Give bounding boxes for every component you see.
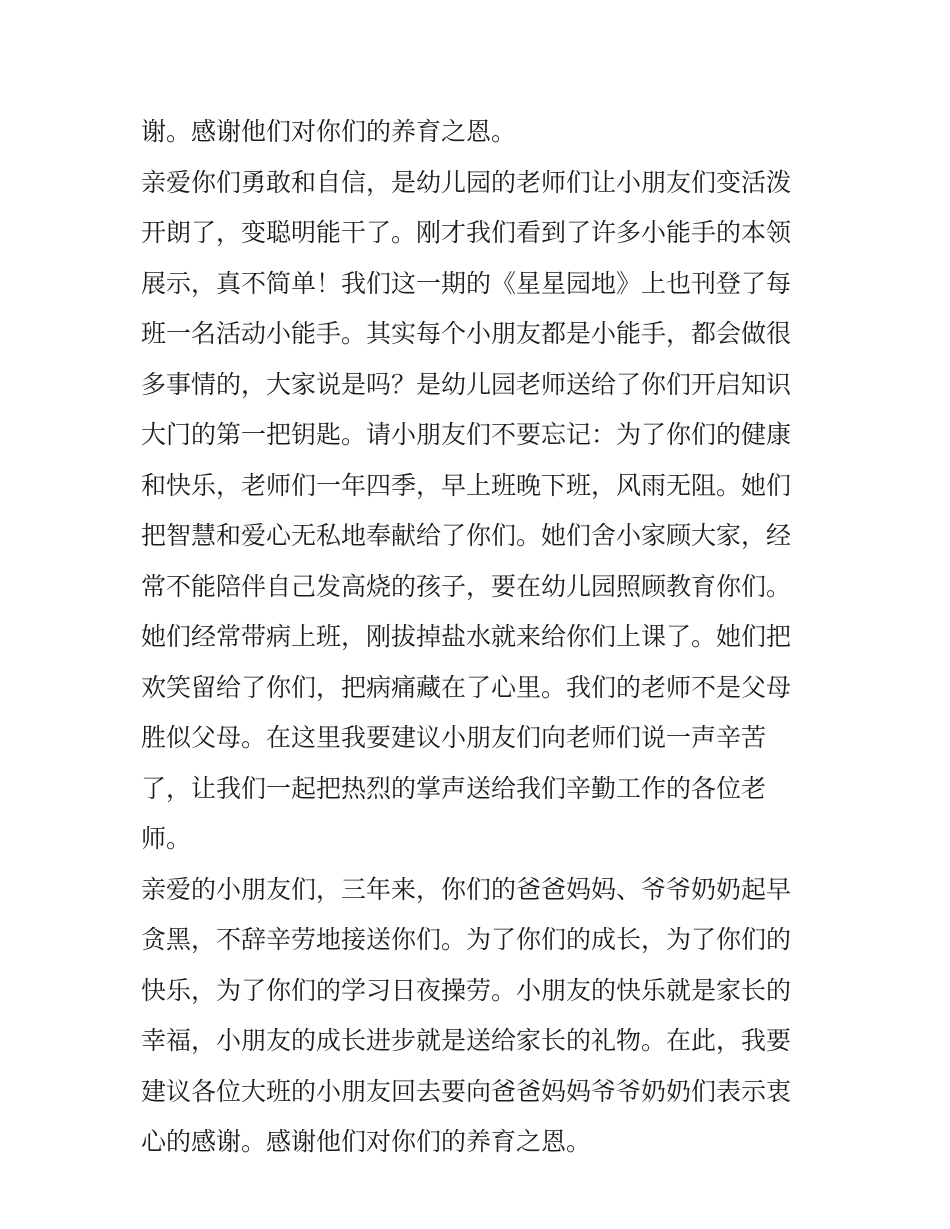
paragraph-continuation: 谢。感谢他们对你们的养育之恩。 xyxy=(141,117,517,146)
paragraph-parents: 亲爱的小朋友们，三年来，你们的爸爸妈妈、爷爷奶奶起早贪黑，不辞辛劳地接送你们。为了你们的成长，为了你们的快乐，为了你们的学习日夜操劳。小朋友的快乐就是家长的幸福，小朋友的成长进步就是送给家长的礼物。在此，我要建议各位大班的小朋友回去要向爸爸妈妈爷爷奶奶们表示衷心的感谢。感谢他们对你们的养育之恩。 xyxy=(141,874,792,1156)
paragraph-teachers: 亲爱你们勇敢和自信，是幼儿园的老师们让小朋友们变活泼开朗了，变聪明能干了。刚才我们看到了许多小能手的本领展示，真不简单！我们这一期的《星星园地》上也刊登了每班一名活动小能手。其实每个小朋友都是小能手，都会做很多事情的，大家说是吗？是幼儿园老师送给了你们开启知识大门的第一把钥匙。请小朋友们不要忘记：为了你们的健康和快乐，老师们一年四季，早上班晚下班，风雨无阻。她们把智慧和爱心无私地奉献给了你们。她们舍小家顾大家，经常不能陪伴自己发高烧的孩子，要在幼儿园照顾教育你们。她们经常带病上班，刚拔掉盐水就来给你们上课了。她们把欢笑留给了你们，把病痛藏在了心里。我们的老师不是父母胜似父母。在这里我要建议小朋友们向老师们说一声辛苦了，让我们一起把热烈的掌声送给我们辛勤工作的各位老师。 xyxy=(141,167,792,853)
document-body xyxy=(141,107,813,1168)
